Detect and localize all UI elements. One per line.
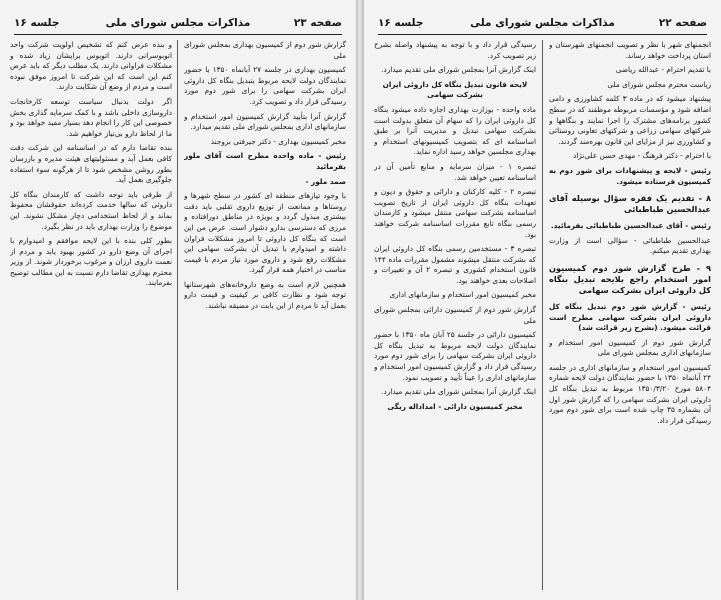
- session-number: جلسه ۱۶: [14, 17, 60, 29]
- agenda-heading: ۸ - تقدیم یک فقره سؤال بوسیله آقای عبدالحسین طباطبائی: [549, 193, 711, 215]
- speaker-line: رئیس - گزارش شور دوم تبدیل بنگاه کل داروئی ایران بشرکت سهامی مطرح است قرائت میشود. (بشرح زیر قرائت شد): [549, 301, 711, 333]
- column-left: [374, 40, 536, 592]
- paragraph: با وجود تیازهای منطقه ای کشور در سطح شهرها و روستاها و ممانعت از توزیع داروی تقلبی باید دقت بیشتری مبذول گردد و بویژه در مناطق دورافتاده و مرزی که دسترسی بدارو دشوار است. عرض من این است که بنگاه کل داروئی تا امروز مشکلات فراوان داشته و امیدوارم با تبدیل آن بشرکت سهامی این مشکلات رفع شود و داروی مورد نیاز مردم با قیمت مناسب در اختیار همه قرار گیرد.: [184, 191, 346, 275]
- page-22: [364, 0, 721, 600]
- paragraph: مخبر کمیسیون بهداری - دکتر جیرفتی بروجند: [210, 136, 346, 146]
- paragraph: و بنده عرض کنم که تشخیص اولویت شرکت واحد اتوبوسرانی دارند. اتوبوس برایشان زیاد شده و مشکلات فراوانی دارند. یک مطلب دیگر که باید عرض کنم این است که این شرکت تا امروز موفق نبوده است و مردم از وضع آن شکایت دارند.: [10, 40, 172, 92]
- paragraph: تبصره ۳ - مستخدمین رسمی بنگاه کل داروئی ایران که بشرکت منتقل میشوند مشمول مقررات ماده ۱۴۴ قانون استخدام کشوری و تبصره ۲ آن و تغییرات و اصلاحات بعدی خواهند بود.: [374, 244, 536, 285]
- page-number: صفحه ۲۲: [658, 17, 707, 29]
- paragraph: کمیسیون امور استخدام و سازمانهای اداری در جلسه ۲۴ آبانماه ۱۳۵۰ با حضور نمایندگان دولت لایحه شماره ۵۸۰۴ مورخ ۱۳۵۰/۳/۲۰ مربوط به تبدیل بنگاه کل داروئی ایران بشرکت سهامی را که گزارش شور اول آن بشماره ۳۵ چاپ شده است برای شور دوم مورد رسیدگی قرار داد.: [549, 362, 711, 425]
- paragraph: اینک گزارش آنرا بمجلس شورای ملی تقدیم میدارد.: [381, 387, 536, 397]
- paragraph: انجمنهای شهر با نظر و تصویب انجمنهای شهرستان و استان پرداخت خواهد رساند.: [549, 40, 711, 60]
- paragraph: بنده تقاضا دارم که در اساسنامه این شرکت دقت کافی بعمل آید و مسئولیتهای هیئت مدیره و بازرسان بطور روشن مشخص شود تا از هرگونه سوء استفاده جلوگیری بعمل آید.: [10, 143, 172, 185]
- column-left: [10, 40, 172, 592]
- paragraph: پیشنهاد میشود که در ماده ۳ کلمه کشاورزی و دامی اضافه شود و مؤسسات مربوطه موظفند که در سطح کشور برنامه‌های مشترک را اجرا نمایند و بنگاهها و شرکتهای سهامی زراعی و شرکتهای تعاونی روستائی و کشاورزی نیز از مزایای این قانون بهره‌مند گردند.: [549, 94, 711, 146]
- paragraph: کمیسیون دارائی در جلسه ۲۵ آبان ماه ۱۳۵۰ با حضور نمایندگان دولت لایحه مربوط به تبدیل بنگاه کل داروئی ایران بشرکت سهامی را برای شور دوم مورد رسیدگی قرار داد و گزارش کمیسیون امور استخدام و سازمانهای اداری را عیناً تأیید و تصویب نمود.: [374, 330, 536, 382]
- column-right: [549, 40, 711, 592]
- paragraph: گزارش شور دوم از کمیسیون دارائی بمجلس شورای ملی: [374, 305, 536, 325]
- speaker-line: رئیس - ماده واحده مطرح است آقای ملور بفرمائید: [184, 151, 346, 171]
- bill-title: لایحه قانون تبدیل بنگاه کل داروئی ایران بشرکت سهامی: [382, 79, 528, 100]
- paragraph: بطور کلی بنده با این لایحه موافقم و امیدوارم با اجرای آن وضع دارو در کشور بهبود یابد و مردم از نعمت داروی ارزان و مرغوب برخوردار شوند. از وزیر محترم بهداری تقاضا دارم نسبت به این مطالب توضیح بفرمایند.: [10, 236, 172, 288]
- book-gutter: [356, 0, 364, 600]
- paragraph: با احترام - دکتر فرهنگ - مهدی حسن علی‌نژاد: [572, 151, 711, 161]
- speaker-line: رئیس - آقای عبدالحسین طباطبائی بفرمائید.: [550, 221, 711, 231]
- paragraph: اینک گزارش آنرا بمجلس شورای ملی تقدیم میدارد.: [381, 65, 536, 75]
- signature: مخبر کمیسیون دارائی - امداداله ریگی: [387, 401, 523, 411]
- column-divider: [177, 40, 178, 590]
- paragraph: رسیدگی قرار داد و با توجه به پیشنهاد واصله بشرح زیر تصویب کرد.: [374, 40, 536, 60]
- page-23: [0, 0, 356, 600]
- paragraph: از طرفی باید توجه داشت که کارمندان بنگاه کل داروئی که سالها خدمت کرده‌اند حقوقشان محفوظ بماند و از لحاظ استخدامی دچار مشکل نشوند. این موضوع را وزارت بهداری باید در نظر بگیرد.: [10, 189, 172, 231]
- paragraph: ماده واحده - بوزارت بهداری اجازه داده میشود بنگاه کل داروئی ایران را که سهام آن متعلق بدولت است بشرکت سهامی تبدیل و مدیریت آنرا بر طبق اساسنامه ای که بتصویب کمیسیونهای استخدام و بهداری مجلسین خواهد رسید اداره نماید.: [374, 104, 536, 157]
- paragraph: مخبر کمیسیون امور استخدام و سازمانهای اداری: [389, 290, 536, 300]
- paragraph: تبصره ۲ - کلیه کارکنان و دارائی و حقوق و دیون و تعهدات بنگاه کل داروئی ایران از تاریخ تصویب اساسنامه بشرکت سهامی منتقل میشود و کارمندان رسمی بنگاه تابع مقررات اساسنامه شرکت خواهند بود.: [374, 187, 536, 239]
- speaker-line: رئیس - لایحه و پیشنهادات برای شور دوم به کمیسیون فرستاده میشود.: [549, 165, 711, 186]
- page-number: صفحه ۲۳: [293, 17, 342, 29]
- paragraph: تبصره ۱ - میزان سرمایه و منابع تأمین آن در اساسنامه تعیین خواهد شد.: [374, 161, 536, 182]
- session-number: جلسه ۱۶: [378, 17, 424, 29]
- page-header: [378, 12, 707, 35]
- paragraph: ریاست محترم مجلس شورای ملی: [607, 79, 711, 89]
- paragraph: گزارش شور دوم از کمیسیون امور استخدام و سازمانهای اداری بمجلس شورای ملی: [549, 337, 711, 358]
- paragraph: گزارش شور دوم از کمیسیون بهداری بمجلس شورای ملی: [184, 40, 346, 60]
- agenda-heading: ۹ - طرح گزارش شور دوم کمیسیون امور استخدام راجع بلایحه تبدیل بنگاه کل داروئی ایران بشرکت سهامی: [549, 262, 711, 295]
- column-right: [184, 40, 346, 592]
- publication-title: مذاکرات مجلس شورای ملی: [105, 17, 251, 29]
- speaker-line: صمد ملور -: [305, 176, 346, 186]
- column-divider: [542, 40, 543, 590]
- page-header: [14, 12, 342, 35]
- paragraph: کمیسیون بهداری در جلسه ۲۷ آبانماه ۱۳۵۰ با حضور نمایندگان دولت لایحه مربوط بتبدیل بنگاه کل داروئی ایران بشرکت سهامی را برای شور دوم مورد رسیدگی قرار داد و تصویب کرد.: [184, 65, 346, 106]
- paragraph: گزارش آنرا بتأیید گزارش کمیسیون امور استخدام و سازمانهای اداری بمجلس شورای ملی تقدیم میدارد.: [184, 111, 346, 132]
- paragraph: عبدالحسین طباطبائی - سؤالی است از وزارت بهداری تقدیم میکنم.: [549, 235, 711, 256]
- publication-title: مذاکرات مجلس شورای ملی: [470, 17, 615, 29]
- paragraph: همچنین لازم است به وضع داروخانه‌های شهرستانها توجه شود و نظارت کافی بر کیفیت و قیمت دارو بعمل آید تا مردم از این بابت در مضیقه نباشند.: [184, 279, 346, 311]
- paragraph: با تقدیم احترام - عبدالله ریاضی: [615, 65, 711, 75]
- paragraph: اگر دولت بدنبال سیاست توسعه کارخانجات داروسازی داخلی باشد و با کمک سرمایه گذاری بخش خصوصی این کار را انجام دهد بسیار مفید خواهد بود و ما از لحاظ دارو بی‌نیاز خواهیم شد.: [10, 96, 172, 138]
